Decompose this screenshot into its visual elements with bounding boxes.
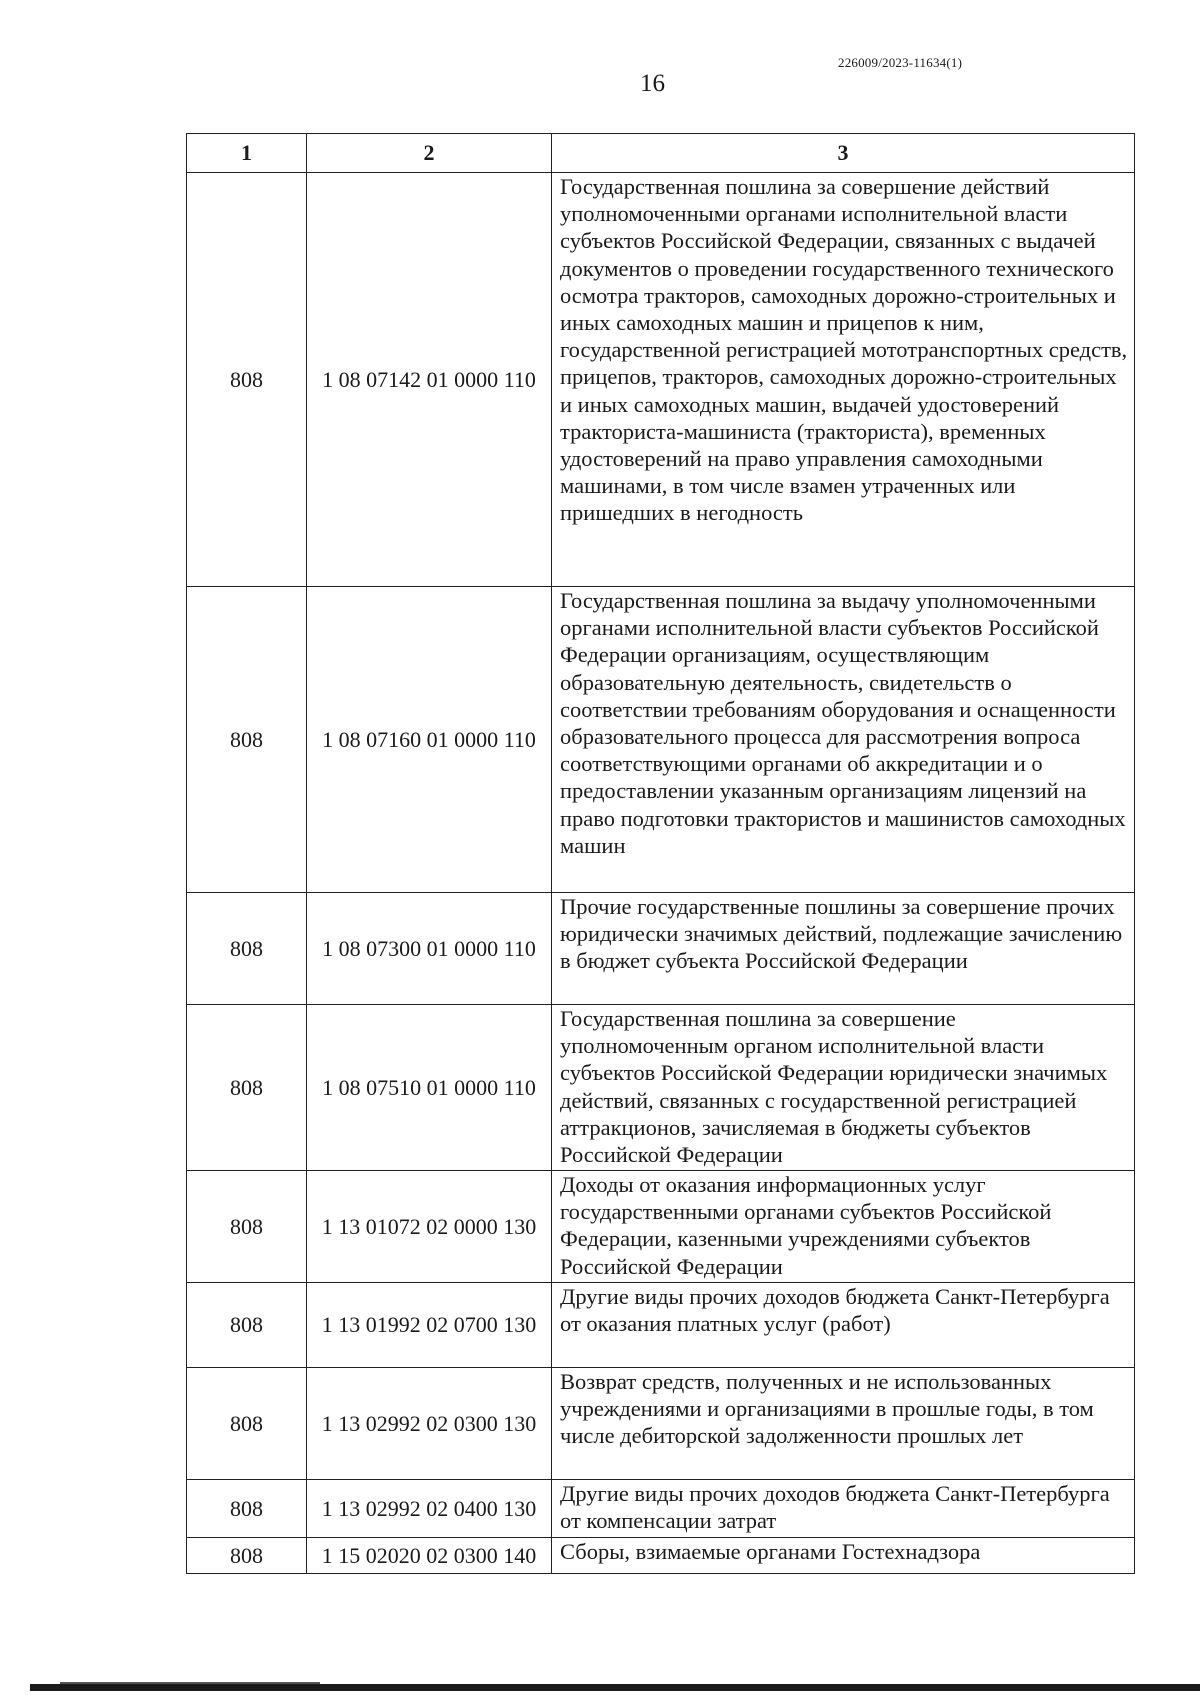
- revenue-codes-table: [186, 133, 1135, 1574]
- table-row: [187, 173, 1135, 587]
- table-row: [187, 587, 1135, 893]
- table-row: [187, 1171, 1135, 1283]
- budget-code-cell: 1 15 02020 02 0300 140: [307, 1538, 552, 1574]
- column-header-1: 1: [187, 134, 307, 173]
- budget-code-cell: 1 08 07142 01 0000 110: [307, 173, 552, 587]
- description-cell: Прочие государственные пошлины за совершение прочих юридически значимых действий, подлежащие зачислению в бюджет субъекта Российской Федерации: [552, 893, 1135, 1005]
- budget-code-cell: 1 13 01992 02 0700 130: [307, 1283, 552, 1368]
- table-row: [187, 1368, 1135, 1480]
- column-header-2: 2: [307, 134, 552, 173]
- admin-code-cell: 808: [187, 1368, 307, 1480]
- table-row: [187, 1538, 1135, 1574]
- document-id: 226009/2023-11634(1): [838, 55, 963, 70]
- budget-code-cell: 1 13 02992 02 0300 130: [307, 1368, 552, 1480]
- description-cell: Государственная пошлина за совершение действий уполномоченными органами исполнительной власти субъектов Российской Федерации, связанных с выдачей документов о проведении государственного технического осмотра тракторов, самоходных дорожно-строительных и иных самоходных машин и прицепов к ним, государственной регистрацией мототранспортных средств, прицепов, тракторов, самоходных дорожно-строительных и иных самоходных машин, выдачей удостоверений тракториста-машиниста (тракториста), временных удостоверений на право управления самоходными машинами, в том числе взамен утраченных или пришедших в негодность: [552, 173, 1135, 587]
- admin-code-cell: 808: [187, 1171, 307, 1283]
- description-cell: Сборы, взимаемые органами Гостехнадзора: [552, 1538, 1135, 1574]
- table-row: [187, 1283, 1135, 1368]
- admin-code-cell: 808: [187, 173, 307, 587]
- admin-code-cell: 808: [187, 1480, 307, 1538]
- budget-code-cell: 1 13 02992 02 0400 130: [307, 1480, 552, 1538]
- column-header-3: 3: [552, 134, 1135, 173]
- admin-code-cell: 808: [187, 587, 307, 893]
- description-cell: Доходы от оказания информационных услуг государственными органами субъектов Российской Федерации, казенными учреждениями субъектов Российской Федерации: [552, 1171, 1135, 1283]
- table-row: [187, 1005, 1135, 1171]
- table-row: [187, 893, 1135, 1005]
- table-row: [187, 1480, 1135, 1538]
- scan-bottom-border: [30, 1684, 1200, 1691]
- admin-code-cell: 808: [187, 1283, 307, 1368]
- table-header-row: [187, 134, 1135, 173]
- description-cell: Другие виды прочих доходов бюджета Санкт-Петербурга от компенсации затрат: [552, 1480, 1135, 1538]
- description-cell: Государственная пошлина за выдачу уполномоченными органами исполнительной власти субъектов Российской Федерации организациям, осуществляющим образовательную деятельность, свидетельств о соответствии требованиям оборудования и оснащенности образовательного процесса для рассмотрения вопроса соответствующими органами об аккредитации и о предоставлении указанным организациям лицензий на право подготовки трактористов и машинистов самоходных машин: [552, 587, 1135, 893]
- description-cell: Другие виды прочих доходов бюджета Санкт-Петербурга от оказания платных услуг (работ): [552, 1283, 1135, 1368]
- admin-code-cell: 808: [187, 893, 307, 1005]
- budget-code-cell: 1 08 07160 01 0000 110: [307, 587, 552, 893]
- budget-code-cell: 1 08 07510 01 0000 110: [307, 1005, 552, 1171]
- budget-code-cell: 1 08 07300 01 0000 110: [307, 893, 552, 1005]
- admin-code-cell: 808: [187, 1538, 307, 1574]
- description-cell: Возврат средств, полученных и не использованных учреждениями и организациями в прошлые годы, в том числе дебиторской задолженности прошлых лет: [552, 1368, 1135, 1480]
- page-number: 16: [640, 70, 665, 97]
- admin-code-cell: 808: [187, 1005, 307, 1171]
- budget-code-cell: 1 13 01072 02 0000 130: [307, 1171, 552, 1283]
- description-cell: Государственная пошлина за совершение уполномоченным органом исполнительной власти субъектов Российской Федерации юридически значимых действий, связанных с государственной регистрацией аттракционов, зачисляемая в бюджеты субъектов Российской Федерации: [552, 1005, 1135, 1171]
